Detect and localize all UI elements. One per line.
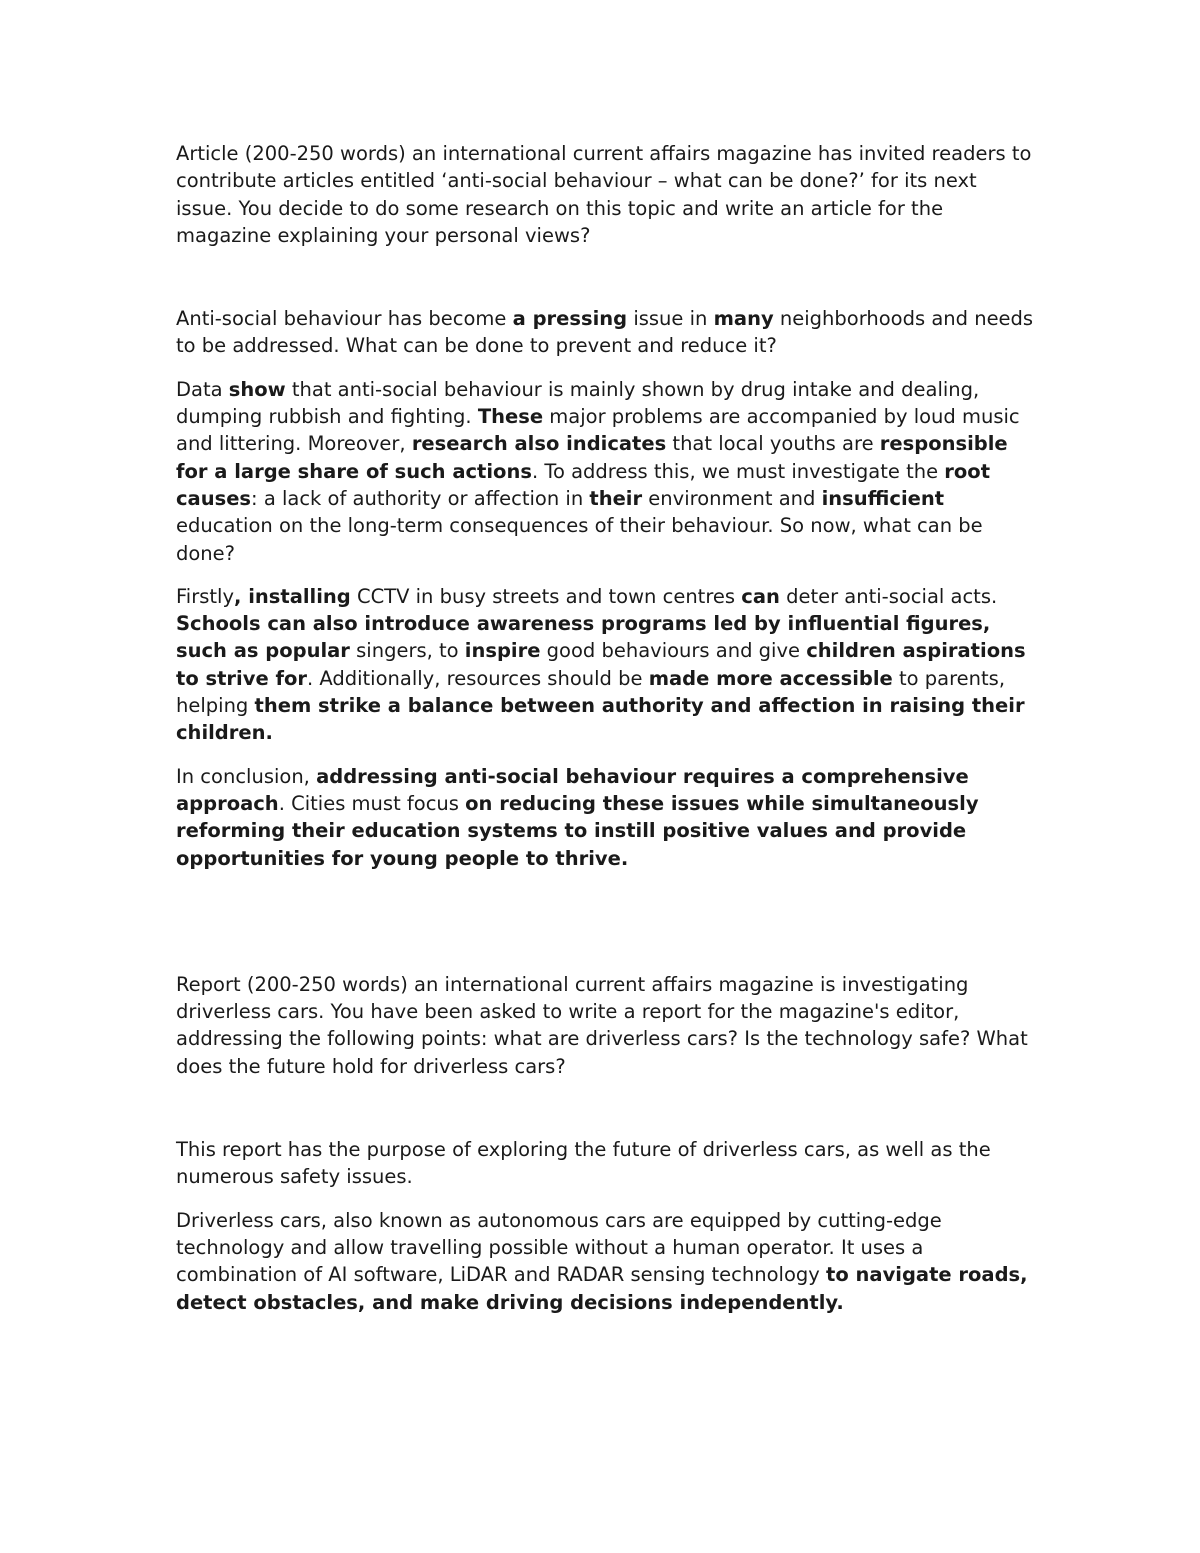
bold-text: show	[228, 377, 286, 401]
text: that anti-social behaviour is mainly shown by drug intake and dealing, dumping rubbish and fighting.	[176, 377, 980, 429]
text: Driverless cars, also known as autonomous cars are equipped by cutting-edge technology and allow travelling possible without a human operator. It uses a combination of AI software, LiDAR and RADAR sensing technology	[176, 1208, 942, 1287]
bold-text: inspire	[464, 639, 541, 663]
bold-text: can	[741, 584, 780, 608]
bold-text: Schools can also introduce awareness programs led by influential figures, such as popular	[176, 612, 991, 663]
text: Data	[176, 377, 229, 401]
text: neighborhoods and needs to be addressed. What can be done to prevent and reduce it?	[176, 307, 1034, 358]
text: environment and	[642, 486, 822, 510]
article-paragraph-data	[176, 376, 1036, 567]
text: deter anti-social acts.	[779, 584, 998, 608]
bold-text: to navigate roads, detect obstacles, and make driving decisions independently.	[176, 1263, 1028, 1314]
text: : a lack of authority or affection in	[251, 486, 590, 510]
text: . Additionally, resources should be	[306, 666, 649, 690]
text: that local youths are	[666, 432, 880, 456]
article-paragraph-conclusion	[176, 763, 1036, 872]
text: Firstly	[176, 584, 234, 608]
bold-text: on reducing these issues while simultaneously reforming their education systems to instill positive values and provide opportunities for young people to thrive.	[176, 791, 979, 870]
report-paragraph-definition	[176, 1207, 1036, 1316]
bold-text: their	[589, 486, 643, 510]
article-prompt: Article (200-250 words) an international current affairs magazine has invited readers to contribute articles entitled ‘anti-social behaviour – what can be done?’ for its next issue. You decide to do some research on this topic and write an article for the magazine explaining your personal views?	[176, 142, 1032, 247]
text: CCTV in busy streets and town centres	[350, 584, 742, 608]
bold-text: research also indicates	[411, 432, 667, 456]
bold-text: them strike a balance between authority and affection in raising their children.	[176, 694, 1025, 745]
bold-text: root causes	[176, 459, 991, 510]
bold-text: These	[477, 405, 544, 429]
text: In conclusion,	[176, 764, 317, 788]
text: issue in	[627, 307, 714, 331]
article-paragraph-intro	[176, 305, 1036, 360]
report-paragraph-intro: This report has the purpose of exploring the future of driverless cars, as well as the numerous safety issues.	[176, 1138, 991, 1189]
text: . To address this, we must investigate the	[531, 459, 945, 483]
report-prompt: Report (200-250 words) an international current affairs magazine is investigating driverless cars. You have been asked to write a report for the magazine's editor, addressing the following points: what are driverless cars? Is the technology safe? What does the future hold for driverless cars?	[176, 972, 1028, 1078]
bold-text: insufficient	[821, 486, 945, 510]
document-page	[176, 140, 1036, 1316]
bold-text: a pressing	[512, 307, 628, 331]
text: education on the long-term consequences of their behaviour. So now, what can be done?	[176, 514, 983, 565]
text: singers, to	[349, 639, 465, 663]
bold-text: , installing	[234, 584, 351, 608]
text: . Cities must focus	[278, 791, 466, 815]
bold-text: children aspirations to strive for	[176, 639, 1026, 690]
text: major problems are accompanied by loud music and littering. Moreover,	[176, 405, 1020, 456]
bold-text: responsible for a large share of such actions	[176, 432, 1008, 483]
bold-text: addressing anti-social behaviour requires a comprehensive approach	[176, 764, 969, 815]
text: good behaviours and give	[540, 639, 807, 663]
text: to parents, helping	[176, 666, 1006, 718]
article-paragraph-solutions	[176, 583, 1036, 747]
text: Anti-social behaviour has become	[176, 307, 513, 331]
bold-text: many	[713, 307, 774, 331]
bold-text: made more accessible	[648, 666, 893, 690]
